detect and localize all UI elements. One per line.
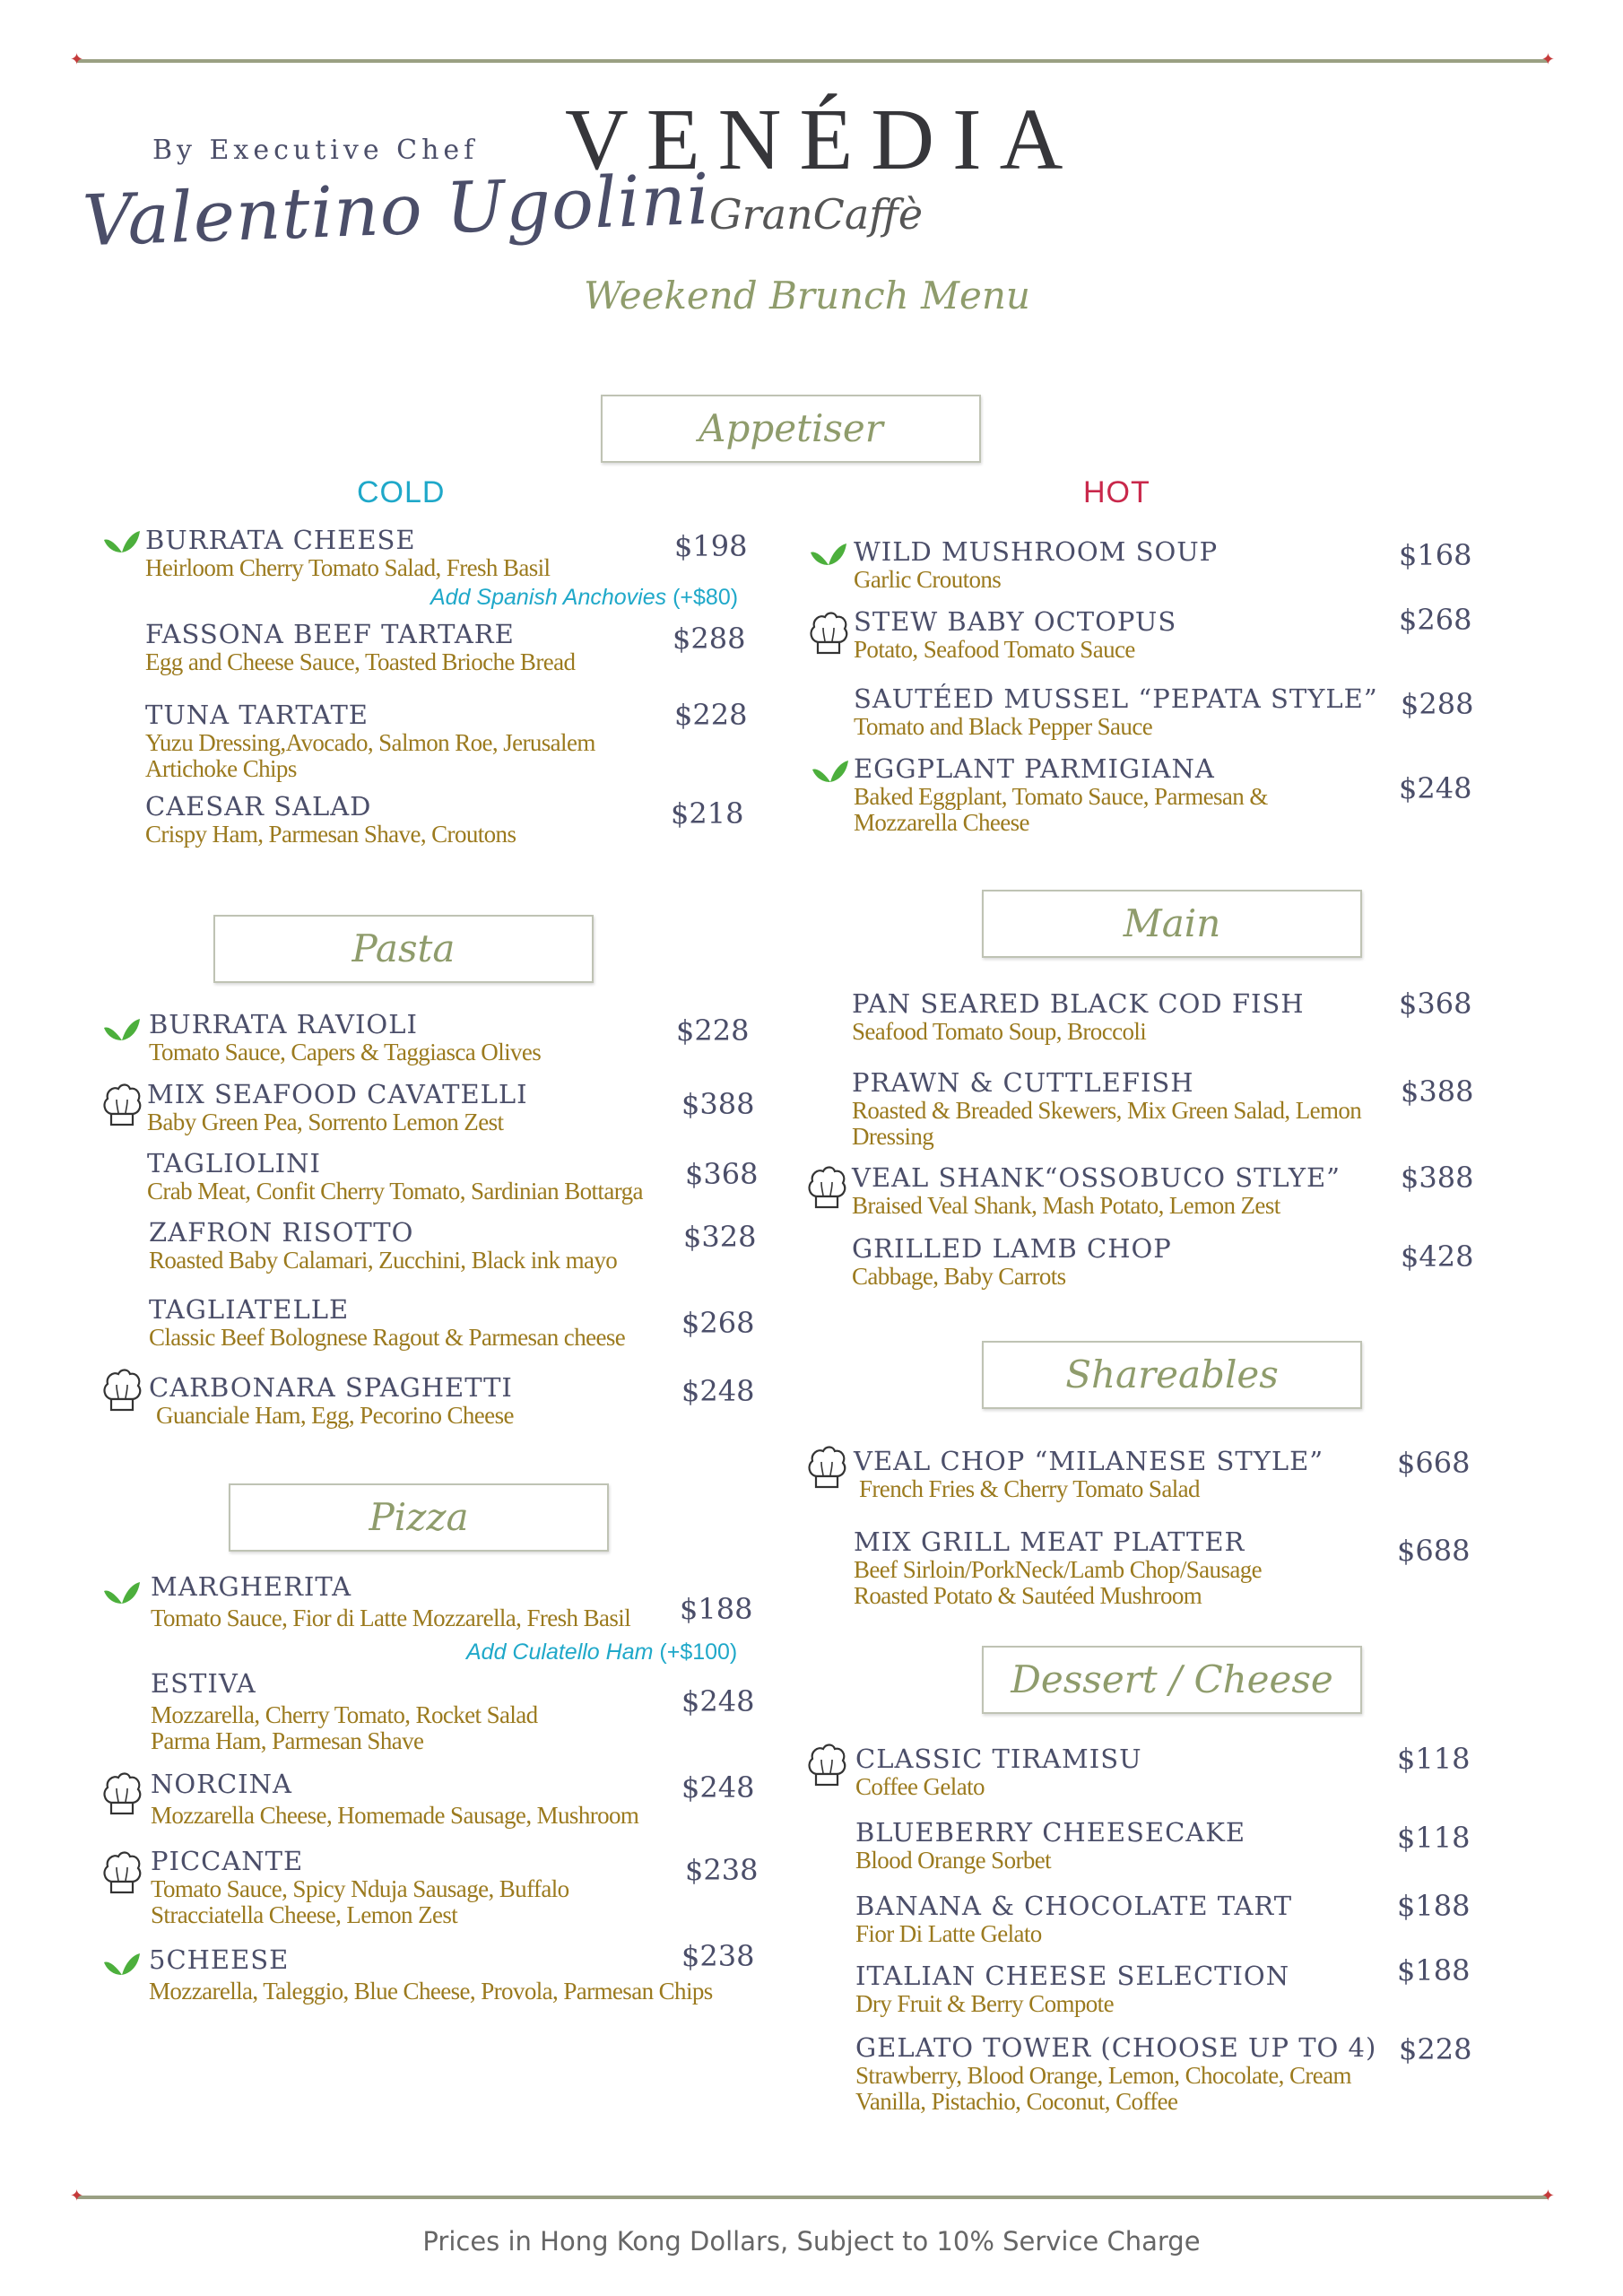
item-price: $388 bbox=[681, 1087, 755, 1121]
item-name: FASSONA BEEF TARTARE bbox=[145, 619, 515, 649]
item-name: CAESAR SALAD bbox=[145, 791, 372, 822]
item-price: $228 bbox=[674, 698, 748, 732]
item-price: $168 bbox=[1399, 538, 1472, 572]
item-price: $328 bbox=[683, 1220, 757, 1254]
item-name: BLUEBERRY CHEESECAKE bbox=[855, 1817, 1246, 1848]
chef-signature: Valentino Ugolini bbox=[81, 159, 712, 263]
menu-title: Weekend Brunch Menu bbox=[584, 274, 1030, 317]
menu-item bbox=[149, 1009, 541, 1065]
addon-label: Add Spanish Anchovies bbox=[430, 585, 667, 610]
item-name: ITALIAN CHEESE SELECTION bbox=[855, 1961, 1290, 1991]
item-price: $388 bbox=[1401, 1161, 1474, 1195]
item-name: PICCANTE bbox=[151, 1846, 304, 1876]
bottom-divider bbox=[70, 2187, 1555, 2205]
item-description: Seafood Tomato Soup, Broccoli bbox=[852, 1018, 1147, 1045]
chef-hat-icon bbox=[100, 1080, 143, 1128]
item-name: 5CHEESE bbox=[149, 1944, 290, 1975]
item-description: Roasted & Breaded Skewers, Mix Green Salad, Lemon Dressing bbox=[852, 1097, 1362, 1150]
menu-item bbox=[855, 2032, 1377, 2115]
menu-item bbox=[149, 1944, 713, 2005]
item-description: Baby Green Pea, Sorrento Lemon Zest bbox=[147, 1109, 504, 1135]
item-name: MIX SEAFOOD CAVATELLI bbox=[147, 1079, 528, 1109]
leaf-icon bbox=[102, 1017, 142, 1042]
menu-item bbox=[855, 1817, 1245, 1874]
menu-item bbox=[854, 536, 1218, 593]
item-description: Baked Eggplant, Tomato Sauce, Parmesan & Mozzarella Cheese bbox=[854, 783, 1268, 836]
subsection-cold: COLD bbox=[357, 475, 446, 509]
item-name: TAGLIOLINI bbox=[147, 1148, 321, 1178]
menu-item bbox=[149, 1217, 617, 1274]
item-name: TAGLIATELLE bbox=[149, 1294, 350, 1325]
item-description: Roasted Baby Calamari, Zucchini, Black ink mayo bbox=[149, 1247, 618, 1274]
item-name: VEAL SHANK“OSSOBUCO STLYE” bbox=[852, 1162, 1341, 1193]
item-price: $188 bbox=[1397, 1953, 1471, 1987]
section-shareables: Shareables bbox=[982, 1341, 1362, 1409]
item-price: $688 bbox=[1397, 1534, 1471, 1568]
menu-item bbox=[145, 700, 647, 782]
chef-hat-icon bbox=[100, 1769, 143, 1817]
item-name: VEAL CHOP “MILANESE STYLE” bbox=[854, 1446, 1324, 1476]
item-name: BURRATA CHEESE bbox=[145, 525, 416, 555]
menu-item bbox=[854, 753, 1365, 836]
item-price: $248 bbox=[681, 1684, 755, 1718]
item-price: $228 bbox=[676, 1013, 750, 1048]
menu-item bbox=[147, 1148, 643, 1205]
item-name: WILD MUSHROOM SOUP bbox=[854, 536, 1219, 567]
leaf-icon bbox=[811, 759, 850, 784]
addon-price: (+$100) bbox=[659, 1639, 738, 1665]
chef-hat-icon bbox=[100, 1365, 143, 1413]
menu-item bbox=[852, 1162, 1341, 1219]
leaf-icon bbox=[102, 1952, 142, 1977]
item-name: GELATO TOWER (CHOOSE UP TO 4) bbox=[855, 2032, 1377, 2063]
star-ornament-icon: ✦ bbox=[1541, 2187, 1555, 2205]
item-description: Blood Orange Sorbet bbox=[855, 1847, 1052, 1874]
menu-item bbox=[854, 683, 1378, 740]
item-name: STEW BABY OCTOPUS bbox=[854, 606, 1177, 637]
item-price: $198 bbox=[674, 529, 748, 563]
menu-item bbox=[145, 791, 516, 848]
chef-hat-icon bbox=[100, 1848, 143, 1896]
item-name: MARGHERITA bbox=[151, 1571, 352, 1602]
item-price: $238 bbox=[681, 1939, 755, 1973]
menu-item bbox=[145, 525, 550, 581]
item-description: Tomato Sauce, Spicy Nduja Sausage, Buffalo Stracciatella Cheese, Lemon Zest bbox=[151, 1875, 569, 1928]
item-name: ESTIVA bbox=[151, 1668, 256, 1699]
leaf-icon bbox=[102, 529, 142, 554]
item-price: $288 bbox=[1401, 687, 1474, 721]
item-name: MIX GRILL MEAT PLATTER bbox=[854, 1526, 1245, 1557]
section-pizza: Pizza bbox=[229, 1483, 609, 1552]
item-description: Heirloom Cherry Tomato Salad, Fresh Basil bbox=[145, 554, 551, 581]
chef-by-label: By Executive Chef bbox=[152, 135, 479, 166]
top-divider bbox=[70, 50, 1555, 69]
item-name: BURRATA RAVIOLI bbox=[149, 1009, 418, 1039]
item-price: $248 bbox=[681, 1770, 755, 1805]
item-name: SAUTÉED MUSSEL “PEPATA STYLE” bbox=[854, 683, 1378, 714]
item-price: $388 bbox=[1401, 1074, 1474, 1109]
item-name: PAN SEARED BLACK COD FISH bbox=[852, 988, 1305, 1019]
item-name: CARBONARA SPAGHETTI bbox=[149, 1372, 513, 1403]
section-main: Main bbox=[982, 890, 1362, 958]
menu-item bbox=[855, 1891, 1292, 1947]
item-description: Tomato Sauce, Fior di Latte Mozzarella, Fresh Basil bbox=[151, 1605, 631, 1631]
menu-item bbox=[147, 1079, 528, 1135]
item-price: $118 bbox=[1397, 1742, 1471, 1776]
item-name: GRILLED LAMB CHOP bbox=[852, 1233, 1172, 1264]
footer-note: Prices in Hong Kong Dollars, Subject to 10% Service Charge bbox=[422, 2226, 1201, 2257]
item-price: $288 bbox=[673, 622, 746, 656]
item-price: $248 bbox=[1399, 771, 1472, 805]
menu-item bbox=[854, 606, 1176, 663]
item-description: Tomato Sauce, Capers & Taggiasca Olives bbox=[149, 1039, 542, 1065]
chef-hat-icon bbox=[805, 1740, 848, 1788]
item-price: $668 bbox=[1397, 1446, 1471, 1480]
item-price: $228 bbox=[1399, 2032, 1472, 2066]
item-price: $268 bbox=[681, 1306, 755, 1340]
item-description: Guanciale Ham, Egg, Pecorino Cheese bbox=[156, 1402, 514, 1429]
menu-item bbox=[149, 1294, 625, 1351]
item-description: Mozzarella, Taleggio, Blue Cheese, Provola, Parmesan Chips bbox=[149, 1978, 713, 2005]
addon-option bbox=[466, 1639, 737, 1665]
menu-item bbox=[852, 1067, 1363, 1150]
item-description: Mozzarella, Cherry Tomato, Rocket Salad Parma Ham, Parmesan Shave bbox=[151, 1701, 538, 1754]
addon-label: Add Culatello Ham bbox=[466, 1639, 654, 1665]
menu-item bbox=[151, 1668, 563, 1754]
item-description: Crispy Ham, Parmesan Shave, Croutons bbox=[145, 821, 516, 848]
item-description: Garlic Croutons bbox=[854, 566, 1002, 593]
star-ornament-icon: ✦ bbox=[1541, 50, 1555, 69]
chef-hat-icon bbox=[807, 608, 850, 657]
subsection-hot: HOT bbox=[1083, 475, 1150, 509]
item-price: $268 bbox=[1399, 603, 1472, 637]
item-description: Braised Veal Shank, Mash Potato, Lemon Zest bbox=[852, 1192, 1280, 1219]
item-description: Potato, Seafood Tomato Sauce bbox=[854, 636, 1135, 663]
item-price: $118 bbox=[1397, 1821, 1471, 1855]
item-description: Classic Beef Bolognese Ragout & Parmesan cheese bbox=[149, 1324, 626, 1351]
star-ornament-icon: ✦ bbox=[70, 50, 84, 69]
item-description: Beef Sirloin/PorkNeck/Lamb Chop/Sausage Roasted Potato & Sautéed Mushroom bbox=[854, 1556, 1263, 1609]
item-description: Dry Fruit & Berry Compote bbox=[855, 1990, 1114, 2017]
item-name: EGGPLANT PARMIGIANA bbox=[854, 753, 1215, 784]
addon-option bbox=[430, 585, 738, 611]
item-price: $248 bbox=[681, 1374, 755, 1408]
item-description: Fior Di Latte Gelato bbox=[855, 1920, 1042, 1947]
item-price: $238 bbox=[685, 1853, 759, 1887]
item-price: $188 bbox=[680, 1592, 753, 1626]
item-price: $368 bbox=[685, 1157, 759, 1191]
menu-item bbox=[854, 1526, 1266, 1609]
item-price: $428 bbox=[1401, 1239, 1474, 1274]
menu-item bbox=[145, 619, 575, 675]
item-description: Yuzu Dressing,Avocado, Salmon Roe, Jerusalem Artichoke Chips bbox=[145, 729, 595, 782]
item-name: ZAFRON RISOTTO bbox=[149, 1217, 414, 1248]
section-appetiser: Appetiser bbox=[601, 395, 981, 463]
menu-item bbox=[151, 1571, 630, 1631]
item-description: Cabbage, Baby Carrots bbox=[852, 1263, 1066, 1290]
item-description: Egg and Cheese Sauce, Toasted Brioche Bread bbox=[145, 648, 576, 675]
item-name: PRAWN & CUTTLEFISH bbox=[852, 1067, 1194, 1098]
item-name: NORCINA bbox=[151, 1769, 292, 1799]
menu-item bbox=[854, 1446, 1324, 1502]
leaf-icon bbox=[809, 542, 848, 567]
item-price: $188 bbox=[1397, 1889, 1471, 1923]
chef-hat-icon bbox=[805, 1442, 848, 1491]
star-ornament-icon: ✦ bbox=[70, 2187, 84, 2205]
item-price: $218 bbox=[671, 796, 744, 831]
menu-item bbox=[855, 1961, 1289, 2017]
brand-subtitle: GranCaffè bbox=[708, 190, 924, 239]
brand-title: VENÉDIA bbox=[565, 91, 1081, 188]
item-description: Mozzarella Cheese, Homemade Sausage, Mushroom bbox=[151, 1802, 639, 1829]
item-description: Strawberry, Blood Orange, Lemon, Chocolate, Cream Vanilla, Pistachio, Coconut, Coffee bbox=[855, 2062, 1351, 2115]
menu-item bbox=[852, 988, 1305, 1045]
menu-item bbox=[852, 1233, 1172, 1290]
section-pasta: Pasta bbox=[213, 915, 594, 983]
item-description: Coffee Gelato bbox=[855, 1773, 985, 1800]
menu-item bbox=[855, 1744, 1142, 1800]
item-name: BANANA & CHOCOLATE TART bbox=[855, 1891, 1293, 1921]
item-description: Crab Meat, Confit Cherry Tomato, Sardinian Bottarga bbox=[147, 1178, 643, 1205]
section-dessert-cheese: Dessert / Cheese bbox=[982, 1646, 1362, 1714]
item-description: French Fries & Cherry Tomato Salad bbox=[859, 1475, 1200, 1502]
item-price: $368 bbox=[1399, 987, 1472, 1021]
leaf-icon bbox=[102, 1580, 142, 1605]
item-name: TUNA TARTATE bbox=[145, 700, 369, 730]
chef-hat-icon bbox=[805, 1162, 848, 1211]
item-name: CLASSIC TIRAMISU bbox=[855, 1744, 1142, 1774]
menu-item bbox=[149, 1372, 514, 1429]
menu-item bbox=[151, 1846, 680, 1928]
menu-item bbox=[151, 1769, 638, 1829]
addon-price: (+$80) bbox=[673, 585, 739, 610]
item-description: Tomato and Black Pepper Sauce bbox=[854, 713, 1153, 740]
